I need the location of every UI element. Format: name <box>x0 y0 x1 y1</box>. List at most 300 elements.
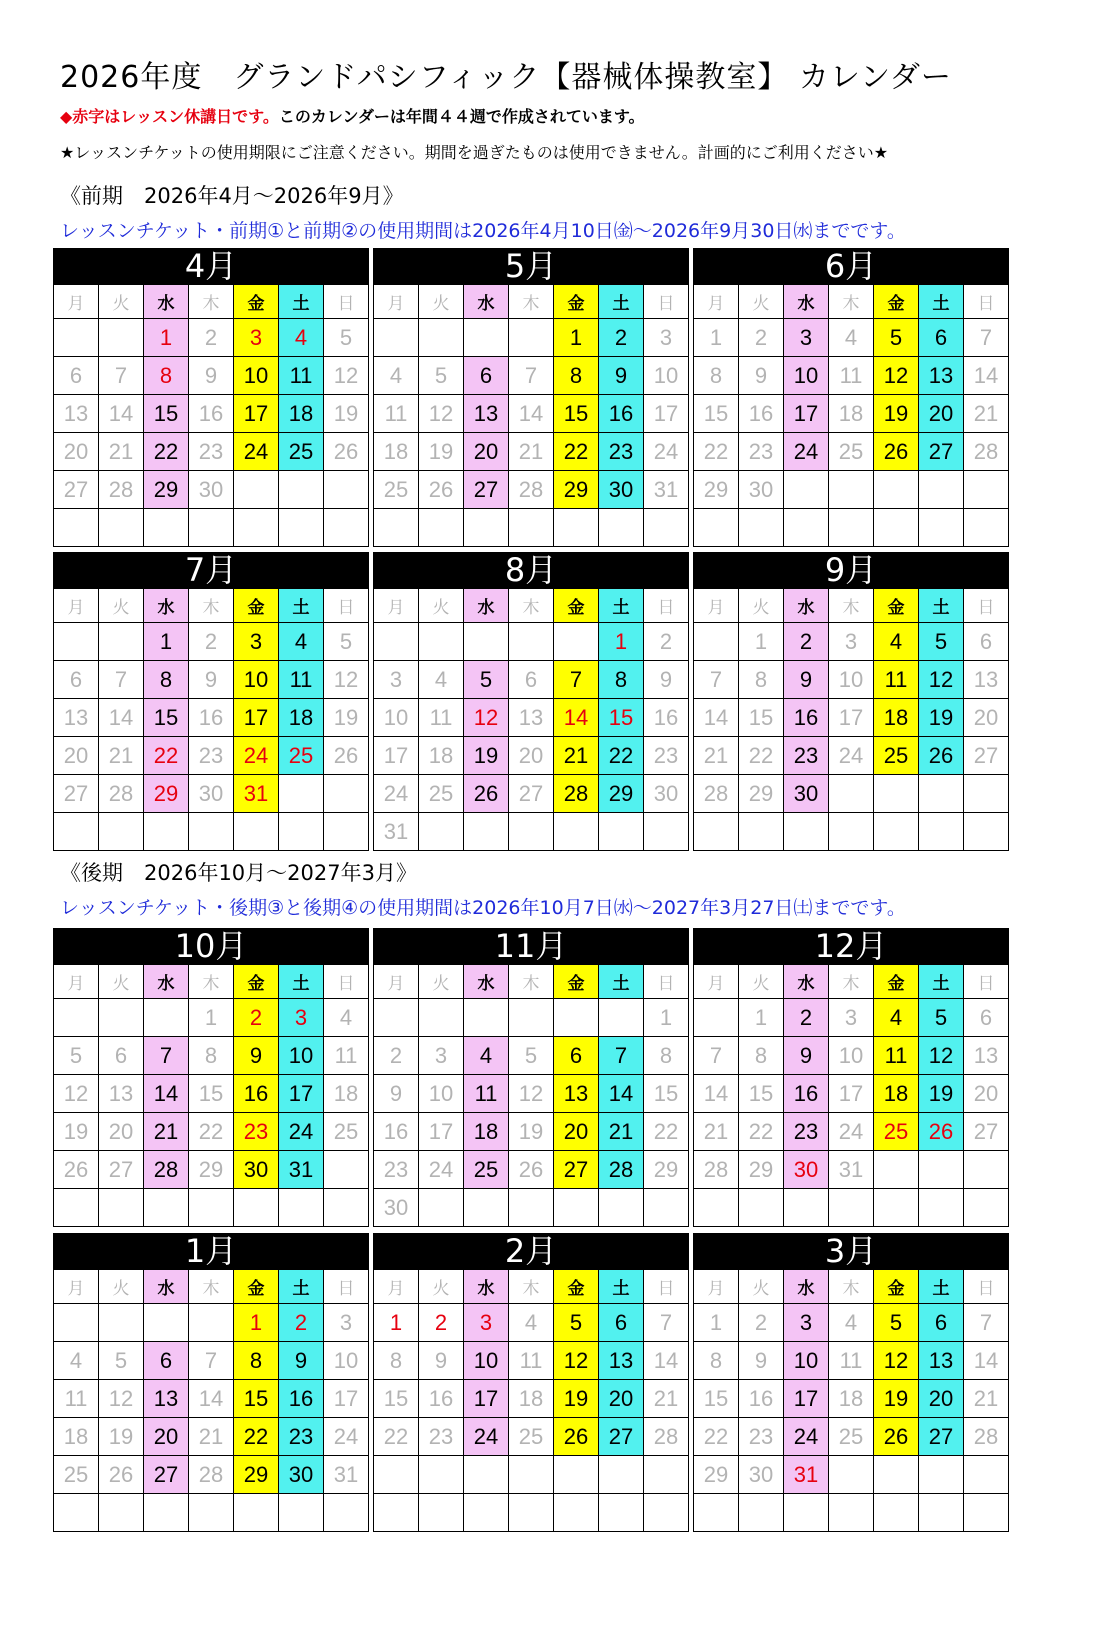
day-cell: 31 <box>234 775 279 813</box>
day-cell: 30 <box>739 471 784 509</box>
day-cell: 22 <box>599 737 644 775</box>
first-half-heading: 《前期 2026年4月～2026年9月》 <box>60 184 404 208</box>
day-cell: 27 <box>464 471 509 509</box>
empty-cell <box>234 1189 279 1227</box>
day-cell: 27 <box>554 1151 599 1189</box>
day-cell: 17 <box>234 395 279 433</box>
day-cell: 6 <box>54 357 99 395</box>
month-label: 7月 <box>53 552 369 588</box>
day-cell: 11 <box>279 661 324 699</box>
weekday-header: 水 <box>144 285 189 319</box>
empty-cell <box>739 813 784 851</box>
month-calendar <box>373 552 689 851</box>
weekday-header: 火 <box>419 589 464 623</box>
month-calendar <box>373 248 689 547</box>
day-cell: 20 <box>964 1075 1009 1113</box>
empty-cell <box>694 1494 739 1532</box>
empty-cell <box>99 813 144 851</box>
day-cell: 5 <box>419 357 464 395</box>
empty-cell <box>644 509 689 547</box>
weekday-header: 金 <box>874 285 919 319</box>
day-cell: 11 <box>829 1342 874 1380</box>
day-cell: 24 <box>419 1151 464 1189</box>
empty-cell <box>919 1189 964 1227</box>
day-cell: 22 <box>694 1418 739 1456</box>
day-cell: 7 <box>99 661 144 699</box>
empty-cell <box>374 1456 419 1494</box>
day-cell: 4 <box>829 1304 874 1342</box>
day-cell: 28 <box>694 775 739 813</box>
day-cell: 31 <box>644 471 689 509</box>
day-cell: 13 <box>509 699 554 737</box>
day-cell: 10 <box>829 661 874 699</box>
empty-cell <box>234 471 279 509</box>
day-cell: 26 <box>324 433 369 471</box>
empty-cell <box>279 471 324 509</box>
day-cell: 24 <box>644 433 689 471</box>
day-cell: 18 <box>374 433 419 471</box>
empty-cell <box>694 999 739 1037</box>
empty-cell <box>599 999 644 1037</box>
day-cell: 3 <box>644 319 689 357</box>
day-cell: 15 <box>694 395 739 433</box>
month-grid <box>53 1269 369 1532</box>
empty-cell <box>324 775 369 813</box>
empty-cell <box>874 1494 919 1532</box>
day-cell: 25 <box>509 1418 554 1456</box>
day-cell: 21 <box>189 1418 234 1456</box>
day-cell: 31 <box>784 1456 829 1494</box>
day-cell: 20 <box>964 699 1009 737</box>
day-cell: 6 <box>509 661 554 699</box>
weekday-header: 月 <box>54 965 99 999</box>
weekday-header: 火 <box>419 965 464 999</box>
day-cell: 5 <box>919 623 964 661</box>
day-cell: 10 <box>234 357 279 395</box>
day-cell: 18 <box>829 395 874 433</box>
day-cell: 22 <box>144 433 189 471</box>
day-cell: 4 <box>874 623 919 661</box>
day-cell: 16 <box>279 1380 324 1418</box>
day-cell: 30 <box>234 1151 279 1189</box>
day-cell: 29 <box>694 471 739 509</box>
weekday-header: 月 <box>374 1270 419 1304</box>
weekday-header: 月 <box>54 589 99 623</box>
day-cell: 30 <box>374 1189 419 1227</box>
day-cell: 21 <box>554 737 599 775</box>
empty-cell <box>279 509 324 547</box>
month-calendar <box>693 552 1009 851</box>
day-cell: 28 <box>599 1151 644 1189</box>
day-cell: 20 <box>599 1380 644 1418</box>
weekday-header: 水 <box>144 965 189 999</box>
weekday-header: 水 <box>784 285 829 319</box>
empty-cell <box>554 813 599 851</box>
day-cell: 27 <box>144 1456 189 1494</box>
empty-cell <box>54 1189 99 1227</box>
day-cell: 9 <box>739 1342 784 1380</box>
day-cell: 1 <box>739 623 784 661</box>
day-cell: 8 <box>739 1037 784 1075</box>
day-cell: 30 <box>189 471 234 509</box>
day-cell: 8 <box>144 357 189 395</box>
day-cell: 10 <box>279 1037 324 1075</box>
empty-cell <box>784 1189 829 1227</box>
day-cell: 12 <box>509 1075 554 1113</box>
day-cell: 9 <box>739 357 784 395</box>
day-cell: 29 <box>694 1456 739 1494</box>
day-cell: 17 <box>419 1113 464 1151</box>
empty-cell <box>739 1494 784 1532</box>
day-cell: 13 <box>54 699 99 737</box>
weekday-header: 火 <box>419 285 464 319</box>
day-cell: 4 <box>54 1342 99 1380</box>
weekday-header: 木 <box>829 285 874 319</box>
day-cell: 23 <box>189 737 234 775</box>
day-cell: 3 <box>829 999 874 1037</box>
day-cell: 25 <box>464 1151 509 1189</box>
day-cell: 9 <box>189 357 234 395</box>
empty-cell <box>919 471 964 509</box>
day-cell: 4 <box>279 623 324 661</box>
day-cell: 19 <box>324 699 369 737</box>
empty-cell <box>599 1189 644 1227</box>
day-cell: 14 <box>99 395 144 433</box>
day-cell: 8 <box>644 1037 689 1075</box>
day-cell: 12 <box>874 1342 919 1380</box>
weekday-header: 水 <box>464 965 509 999</box>
day-cell: 23 <box>374 1151 419 1189</box>
empty-cell <box>99 999 144 1037</box>
empty-cell <box>509 623 554 661</box>
day-cell: 24 <box>784 1418 829 1456</box>
empty-cell <box>694 509 739 547</box>
weekday-header: 金 <box>874 589 919 623</box>
day-cell: 19 <box>919 699 964 737</box>
day-cell: 15 <box>374 1380 419 1418</box>
weekday-header: 金 <box>234 589 279 623</box>
empty-cell <box>829 1456 874 1494</box>
weekday-header: 土 <box>279 589 324 623</box>
empty-cell <box>374 509 419 547</box>
month-label: 2月 <box>373 1233 689 1269</box>
month-calendar <box>693 928 1009 1227</box>
day-cell: 24 <box>324 1418 369 1456</box>
day-cell: 20 <box>54 433 99 471</box>
month-label: 4月 <box>53 248 369 284</box>
day-cell: 18 <box>279 699 324 737</box>
day-cell: 31 <box>829 1151 874 1189</box>
empty-cell <box>54 319 99 357</box>
day-cell: 20 <box>144 1418 189 1456</box>
weekday-header: 日 <box>964 285 1009 319</box>
day-cell: 18 <box>509 1380 554 1418</box>
day-cell: 17 <box>464 1380 509 1418</box>
day-cell: 5 <box>324 319 369 357</box>
day-cell: 7 <box>644 1304 689 1342</box>
weekday-header: 金 <box>234 965 279 999</box>
day-cell: 11 <box>374 395 419 433</box>
empty-cell <box>419 1189 464 1227</box>
weekday-header: 水 <box>144 589 189 623</box>
weekday-header: 火 <box>739 965 784 999</box>
empty-cell <box>234 1494 279 1532</box>
day-cell: 3 <box>234 319 279 357</box>
month-calendar <box>53 552 369 851</box>
empty-cell <box>464 1189 509 1227</box>
day-cell: 11 <box>509 1342 554 1380</box>
day-cell: 30 <box>189 775 234 813</box>
empty-cell <box>829 471 874 509</box>
day-cell: 13 <box>464 395 509 433</box>
day-cell: 3 <box>784 1304 829 1342</box>
empty-cell <box>599 813 644 851</box>
month-calendar <box>373 1233 689 1532</box>
day-cell: 6 <box>964 623 1009 661</box>
day-cell: 1 <box>189 999 234 1037</box>
day-cell: 16 <box>419 1380 464 1418</box>
day-cell: 13 <box>554 1075 599 1113</box>
empty-cell <box>144 509 189 547</box>
day-cell: 9 <box>234 1037 279 1075</box>
day-cell: 17 <box>644 395 689 433</box>
weekday-header: 日 <box>644 285 689 319</box>
day-cell: 26 <box>54 1151 99 1189</box>
empty-cell <box>964 813 1009 851</box>
day-cell: 29 <box>189 1151 234 1189</box>
day-cell: 31 <box>374 813 419 851</box>
day-cell: 5 <box>874 319 919 357</box>
day-cell: 19 <box>874 1380 919 1418</box>
day-cell: 25 <box>279 433 324 471</box>
weekday-header: 金 <box>874 1270 919 1304</box>
day-cell: 7 <box>964 319 1009 357</box>
day-cell: 22 <box>234 1418 279 1456</box>
empty-cell <box>874 509 919 547</box>
day-cell: 3 <box>464 1304 509 1342</box>
empty-cell <box>829 1189 874 1227</box>
day-cell: 16 <box>599 395 644 433</box>
day-cell: 6 <box>919 1304 964 1342</box>
weekday-header: 水 <box>784 965 829 999</box>
day-cell: 11 <box>419 699 464 737</box>
day-cell: 7 <box>964 1304 1009 1342</box>
weekday-header: 水 <box>784 1270 829 1304</box>
empty-cell <box>554 509 599 547</box>
empty-cell <box>54 999 99 1037</box>
day-cell: 8 <box>694 1342 739 1380</box>
day-cell: 7 <box>144 1037 189 1075</box>
day-cell: 25 <box>279 737 324 775</box>
empty-cell <box>644 1456 689 1494</box>
day-cell: 19 <box>324 395 369 433</box>
empty-cell <box>374 1494 419 1532</box>
day-cell: 28 <box>554 775 599 813</box>
empty-cell <box>99 1494 144 1532</box>
day-cell: 23 <box>234 1113 279 1151</box>
day-cell: 28 <box>964 1418 1009 1456</box>
weekday-header: 土 <box>919 965 964 999</box>
day-cell: 4 <box>874 999 919 1037</box>
day-cell: 12 <box>324 661 369 699</box>
empty-cell <box>419 319 464 357</box>
weekday-header: 土 <box>279 1270 324 1304</box>
month-grid <box>373 284 689 547</box>
day-cell: 11 <box>829 357 874 395</box>
day-cell: 4 <box>419 661 464 699</box>
day-cell: 21 <box>964 395 1009 433</box>
weekday-header: 金 <box>234 1270 279 1304</box>
day-cell: 22 <box>374 1418 419 1456</box>
second-half-period: レッスンチケット・後期③と後期④の使用期間は2026年10月7日㈬～2027年3月27日㈯までです。 <box>60 897 906 919</box>
month-label: 10月 <box>53 928 369 964</box>
empty-cell <box>464 623 509 661</box>
day-cell: 6 <box>964 999 1009 1037</box>
day-cell: 17 <box>784 395 829 433</box>
day-cell: 18 <box>464 1113 509 1151</box>
day-cell: 25 <box>419 775 464 813</box>
month-label: 12月 <box>693 928 1009 964</box>
empty-cell <box>784 509 829 547</box>
empty-cell <box>509 1189 554 1227</box>
day-cell: 14 <box>644 1342 689 1380</box>
day-cell: 28 <box>694 1151 739 1189</box>
day-cell: 19 <box>554 1380 599 1418</box>
day-cell: 29 <box>554 471 599 509</box>
day-cell: 22 <box>739 1113 784 1151</box>
day-cell: 28 <box>189 1456 234 1494</box>
day-cell: 24 <box>374 775 419 813</box>
day-cell: 14 <box>509 395 554 433</box>
day-cell: 16 <box>374 1113 419 1151</box>
empty-cell <box>324 1151 369 1189</box>
day-cell: 10 <box>644 357 689 395</box>
day-cell: 11 <box>874 1037 919 1075</box>
empty-cell <box>144 1494 189 1532</box>
empty-cell <box>374 999 419 1037</box>
day-cell: 1 <box>374 1304 419 1342</box>
day-cell: 8 <box>234 1342 279 1380</box>
empty-cell <box>554 1494 599 1532</box>
day-cell: 26 <box>509 1151 554 1189</box>
empty-cell <box>964 775 1009 813</box>
empty-cell <box>374 623 419 661</box>
day-cell: 6 <box>919 319 964 357</box>
weekday-header: 金 <box>874 965 919 999</box>
day-cell: 15 <box>234 1380 279 1418</box>
empty-cell <box>279 1189 324 1227</box>
empty-cell <box>99 1189 144 1227</box>
day-cell: 3 <box>279 999 324 1037</box>
day-cell: 25 <box>829 433 874 471</box>
empty-cell <box>509 1456 554 1494</box>
day-cell: 21 <box>694 737 739 775</box>
day-cell: 17 <box>829 699 874 737</box>
empty-cell <box>644 813 689 851</box>
day-cell: 5 <box>554 1304 599 1342</box>
empty-cell <box>829 509 874 547</box>
day-cell: 13 <box>599 1342 644 1380</box>
day-cell: 14 <box>554 699 599 737</box>
empty-cell <box>509 319 554 357</box>
day-cell: 19 <box>874 395 919 433</box>
day-cell: 25 <box>829 1418 874 1456</box>
day-cell: 7 <box>599 1037 644 1075</box>
empty-cell <box>784 813 829 851</box>
weekday-header: 土 <box>599 965 644 999</box>
empty-cell <box>324 1494 369 1532</box>
day-cell: 19 <box>464 737 509 775</box>
day-cell: 1 <box>234 1304 279 1342</box>
weekday-header: 水 <box>464 589 509 623</box>
day-cell: 17 <box>234 699 279 737</box>
empty-cell <box>874 1189 919 1227</box>
empty-cell <box>464 319 509 357</box>
day-cell: 21 <box>509 433 554 471</box>
day-cell: 18 <box>54 1418 99 1456</box>
day-cell: 20 <box>54 737 99 775</box>
day-cell: 24 <box>829 1113 874 1151</box>
empty-cell <box>964 1189 1009 1227</box>
day-cell: 21 <box>964 1380 1009 1418</box>
empty-cell <box>419 1494 464 1532</box>
empty-cell <box>509 509 554 547</box>
day-cell: 21 <box>99 433 144 471</box>
empty-cell <box>189 1304 234 1342</box>
day-cell: 3 <box>234 623 279 661</box>
weekday-header: 水 <box>144 1270 189 1304</box>
day-cell: 7 <box>694 1037 739 1075</box>
empty-cell <box>874 813 919 851</box>
day-cell: 11 <box>464 1075 509 1113</box>
day-cell: 30 <box>784 1151 829 1189</box>
day-cell: 1 <box>144 623 189 661</box>
holiday-notice-red: ◆赤字はレッスン休講日です。 <box>60 107 279 126</box>
weekday-header: 日 <box>964 965 1009 999</box>
empty-cell <box>874 1456 919 1494</box>
day-cell: 9 <box>784 1037 829 1075</box>
day-cell: 22 <box>554 433 599 471</box>
weekday-header: 木 <box>509 285 554 319</box>
day-cell: 2 <box>234 999 279 1037</box>
day-cell: 10 <box>784 357 829 395</box>
day-cell: 27 <box>509 775 554 813</box>
day-cell: 26 <box>99 1456 144 1494</box>
weekday-header: 月 <box>694 1270 739 1304</box>
empty-cell <box>739 509 784 547</box>
day-cell: 1 <box>644 999 689 1037</box>
month-label: 8月 <box>373 552 689 588</box>
day-cell: 14 <box>599 1075 644 1113</box>
empty-cell <box>874 1151 919 1189</box>
empty-cell <box>599 1456 644 1494</box>
day-cell: 15 <box>189 1075 234 1113</box>
day-cell: 13 <box>99 1075 144 1113</box>
day-cell: 4 <box>464 1037 509 1075</box>
day-cell: 13 <box>964 661 1009 699</box>
weekday-header: 火 <box>99 1270 144 1304</box>
day-cell: 20 <box>464 433 509 471</box>
day-cell: 17 <box>324 1380 369 1418</box>
empty-cell <box>419 813 464 851</box>
weekday-header: 日 <box>964 589 1009 623</box>
weekday-header: 火 <box>739 285 784 319</box>
day-cell: 19 <box>54 1113 99 1151</box>
weekday-header: 月 <box>374 285 419 319</box>
day-cell: 31 <box>324 1456 369 1494</box>
empty-cell <box>419 999 464 1037</box>
day-cell: 11 <box>279 357 324 395</box>
